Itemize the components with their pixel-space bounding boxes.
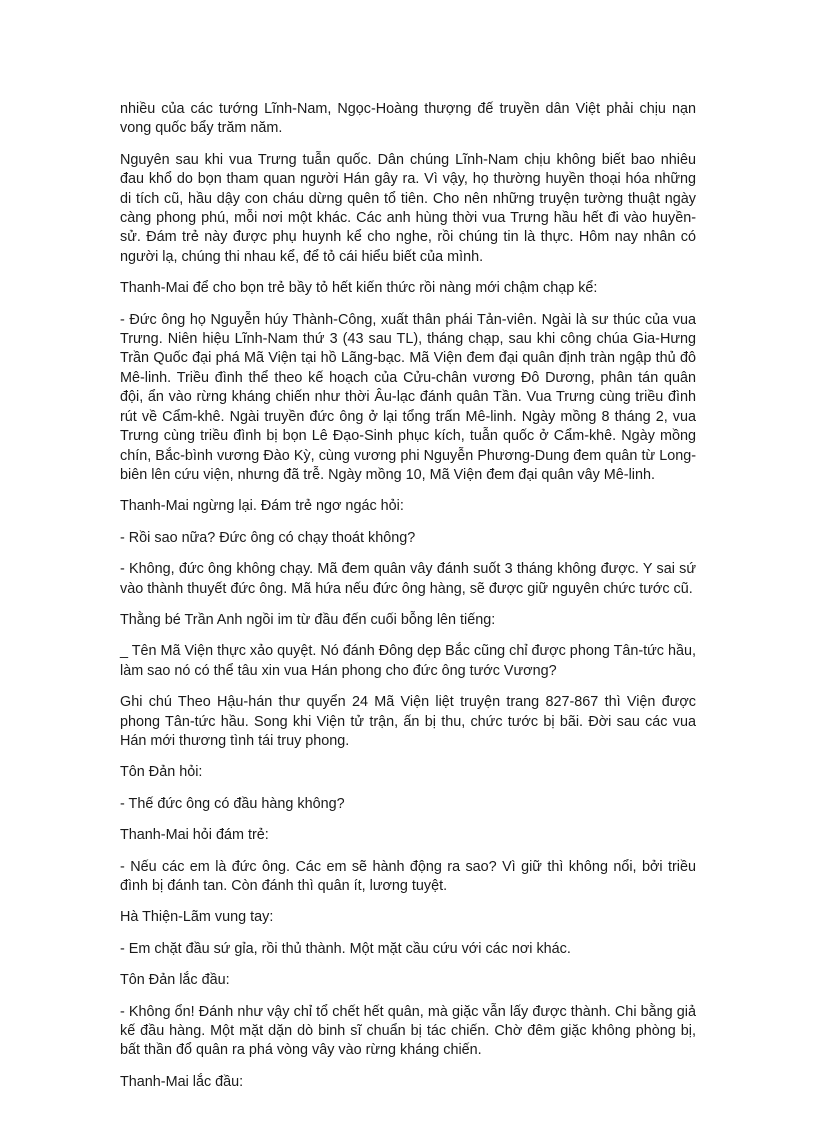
paragraph: Thằng bé Trần Anh ngồi im từ đầu đến cuối bỗng lên tiếng: bbox=[120, 611, 496, 628]
document-page bbox=[120, 100, 696, 1104]
paragraph: Hà Thiện-Lãm vung tay: bbox=[120, 909, 274, 926]
paragraph: Nguyên sau khi vua Trưng tuẫn quốc. Dân chúng Lĩnh-Nam chịu không biết bao nhiêu đau khổ do bọn tham quan người Hán gây ra. Vì vậy, họ thường huyền thoại hóa những di tích cũ, hầu dậy con cháu dừng quên tổ tiên. Cho nên những truyện tường thuật ngày càng phong phú, mỗi nơi một khác. Các anh hùng thời vua Trưng hầu hết đi vào huyền-sử. Đám trẻ này được phụ huynh kể cho nghe, rồi chúng tin là thực. Hôm nay nhân có người lạ, chúng thi nhau kể, để tỏ cái hiểu biết của mình. bbox=[120, 151, 696, 265]
paragraph: - Em chặt đầu sứ gỉa, rồi thủ thành. Một mặt cầu cứu với các nơi khác. bbox=[120, 940, 571, 957]
paragraph: - Nếu các em là đức ông. Các em sẽ hành động ra sao? Vì giữ thì không nổi, bởi triều đình bị đánh tan. Còn đánh thì quân ít, lương tuyệt. bbox=[120, 858, 696, 894]
paragraph: Thanh-Mai hỏi đám trẻ: bbox=[120, 827, 269, 844]
paragraph: Thanh-Mai lắc đầu: bbox=[120, 1073, 244, 1090]
paragraph: - Không ổn! Đánh như vậy chỉ tổ chết hết quân, mà giặc vẫn lấy được thành. Chi bằng giả kế đầu hàng. Một mặt dặn dò binh sĩ chuẩn bị tác chiến. Chờ đêm giặc không phòng bị, bất thần đổ quân ra phá vòng vây vào rừng kháng chiến. bbox=[120, 1003, 696, 1059]
paragraph: Tôn Đản lắc đầu: bbox=[120, 972, 230, 989]
paragraph: - Thế đức ông có đầu hàng không? bbox=[120, 795, 345, 812]
paragraph: Thanh-Mai ngừng lại. Đám trẻ ngơ ngác hỏi: bbox=[120, 498, 404, 515]
paragraph: Thanh-Mai để cho bọn trẻ bầy tỏ hết kiến thức rồi nàng mới chậm chạp kể: bbox=[120, 280, 598, 297]
paragraph: - Không, đức ông không chạy. Mã đem quân vây đánh suốt 3 tháng không được. Y sai sứ vào thành thuyết đức ông. Mã hứa nếu đức ông hàng, sẽ được giữ nguyên chức tước cũ. bbox=[120, 561, 696, 597]
paragraph: _ Tên Mã Viện thực xảo quyệt. Nó đánh Đông dẹp Bắc cũng chỉ được phong Tân-tức hầu, làm sao nó có thể tâu xin vua Hán phong cho đức ông tước Vương? bbox=[120, 643, 696, 679]
paragraph: Ghi chú Theo Hậu-hán thư quyển 24 Mã Viện liệt truyện trang 827-867 thì Viện được phong Tân-tức hầu. Song khi Viện tử trận, ấn bị thu, chức tước bị bãi. Đời sau các vua Hán mới thương tình tái truy phong. bbox=[120, 694, 696, 749]
paragraph: Tôn Đản hỏi: bbox=[120, 764, 203, 781]
paragraph: nhiều của các tướng Lĩnh-Nam, Ngọc-Hoàng thượng đế truyền dân Việt phải chịu nạn vong quốc bẩy trăm năm. bbox=[120, 101, 696, 137]
paragraph: - Rồi sao nữa? Đức ông có chạy thoát không? bbox=[120, 529, 416, 546]
paragraph: - Đức ông họ Nguyễn húy Thành-Công, xuất thân phái Tản-viên. Ngài là sư thúc của vua Trưng. Niên hiệu Lĩnh-Nam thứ 3 (43 sau TL), tháng chạp, sau khi công chúa Gia-Hưng Trần Quốc đại phá Mã Viện tại hồ Lãng-bạc. Mã Viện đem đại quân định tràn ngập thủ đô Mê-linh. Triều đình thể theo kế hoạch của Cửu-chân vương Đô Dương, phân tán quân đội, ẩn vào rừng kháng chiến như thời Âu-lạc đánh quân Tần. Vua Trưng cùng triều đình rút về Cẩm-khê. Ngài truyền đức ông ở lại tổng trấn Mê-linh. Ngày mồng 8 tháng 2, vua Trưng cùng triều đình bị bọn Lê Đạo-Sinh phục kích, tuẫn quốc ở Cẩm-khê. Ngày mồng chín, Bắc-bình vương Đào Kỳ, cùng vương phi Nguyễn Phương-Dung đem quân từ Long-biên lên cứu viện, nhưng đã trễ. Ngày mồng 10, Mã Viện đem đại quân vây Mê-linh. bbox=[120, 311, 696, 483]
